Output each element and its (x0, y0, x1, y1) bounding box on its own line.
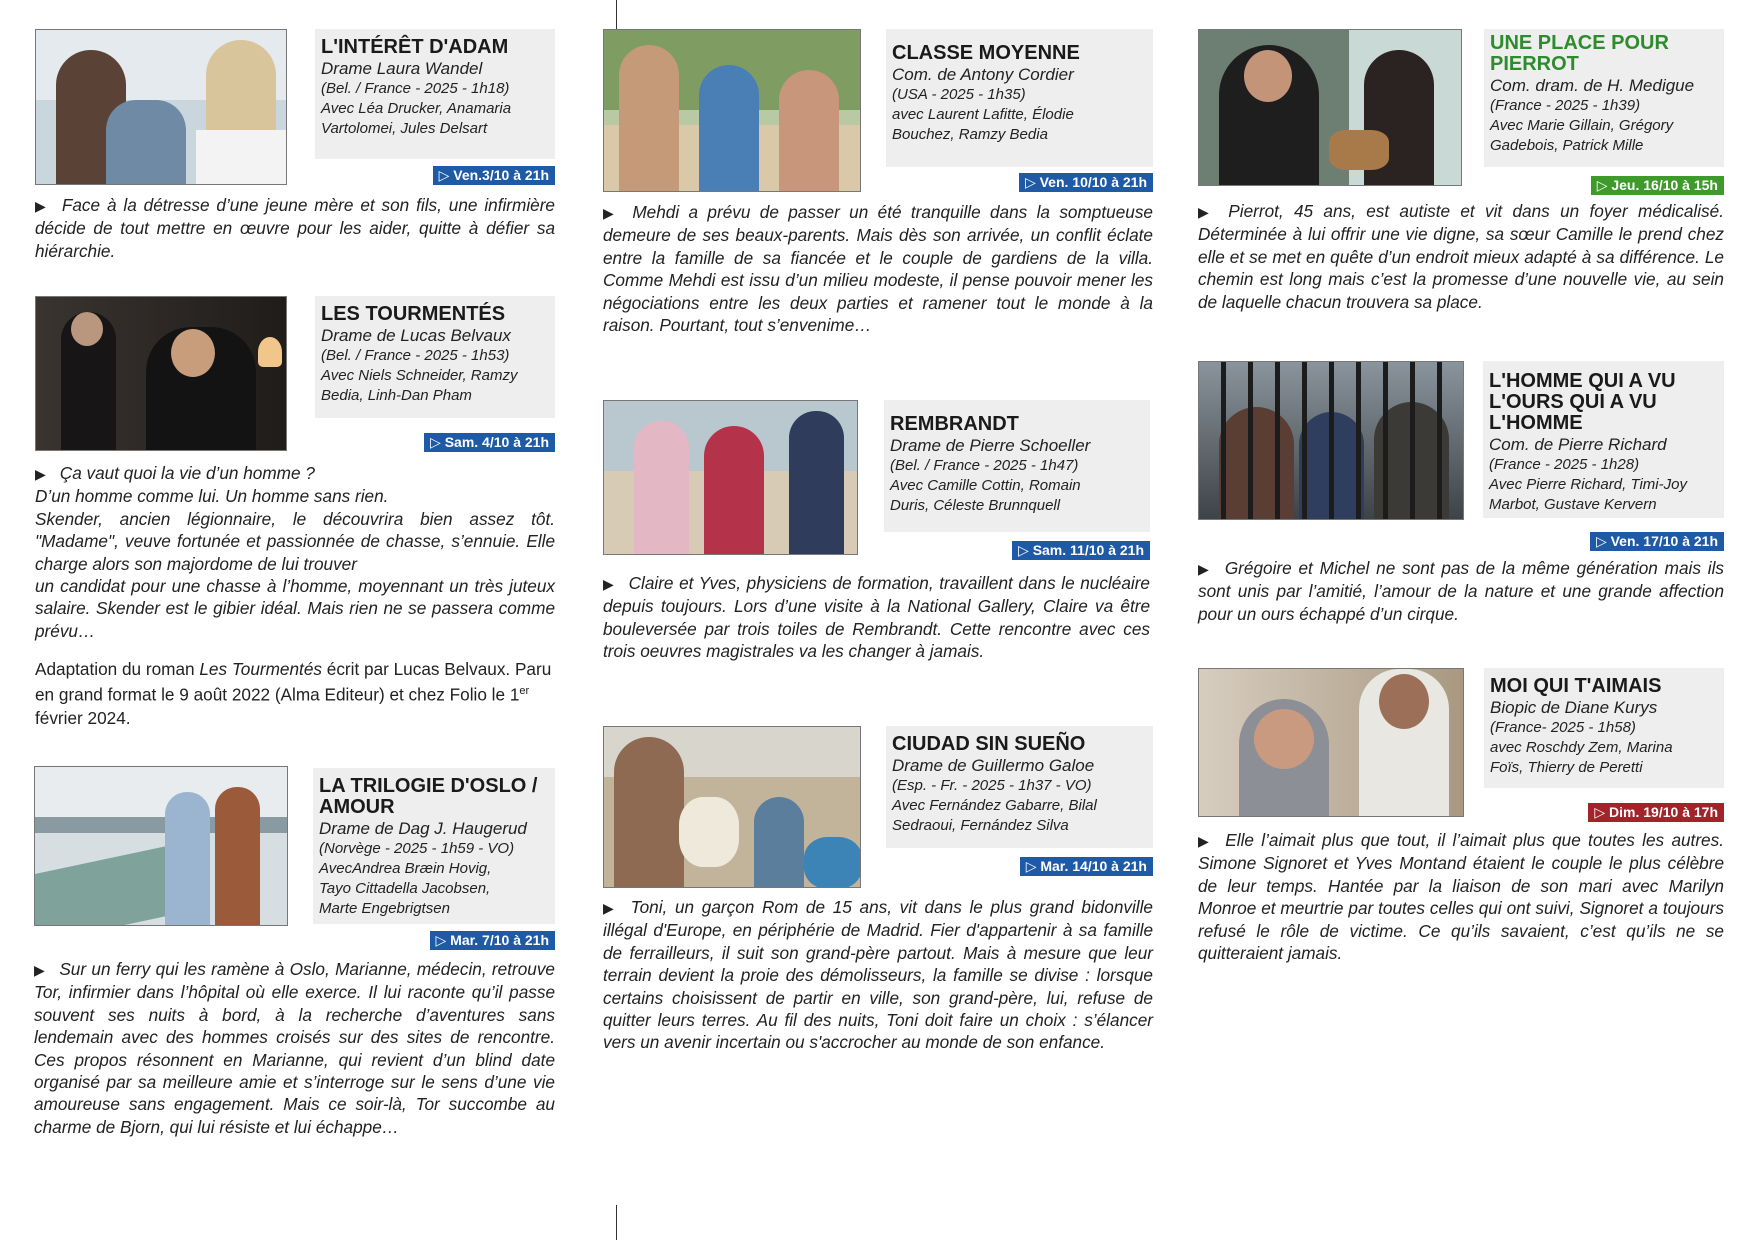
film-ciudad-sin-sueno (603, 726, 1153, 1086)
film-homme-ours (1198, 361, 1724, 631)
film-title: MOI QUI T'AIMAIS (1490, 675, 1662, 697)
screening-date-badge: ▷ Ven. 17/10 à 21h (1590, 532, 1724, 551)
film-title: UNE PLACE POUR (1490, 32, 1669, 54)
film-genre: Drame de Dag J. Haugerud (319, 819, 527, 838)
film-cast: Avec Fernández Gabarre, Bilal (892, 797, 1097, 814)
screening-date-badge: ▷ Mar. 14/10 à 21h (1020, 857, 1153, 876)
play-triangle-icon: ▶ (35, 466, 46, 482)
film-title: REMBRANDT (890, 413, 1019, 435)
film-title: L'INTÉRÊT D'ADAM (321, 36, 509, 58)
film-title: L'OURS QUI A VU (1489, 391, 1657, 413)
film-cast: Marbot, Gustave Kervern (1489, 496, 1657, 513)
film-info (1484, 29, 1724, 167)
film-photo (603, 29, 861, 192)
screening-date-badge: ▷ Mar. 7/10 à 21h (430, 931, 556, 950)
play-triangle-icon: ▶ (1198, 204, 1215, 220)
film-note: Adaptation du roman Les Tourmentés écrit par Lucas Belvaux. Paru en grand format le 9 août 2022 (Alma Editeur) et chez Folio le 1er février 2024. (35, 659, 552, 728)
film-meta: (Esp. - Fr. - 2025 - 1h37 - VO) (892, 777, 1092, 794)
film-classe-moyenne (603, 29, 1153, 339)
play-triangle-icon: ▶ (1198, 833, 1212, 849)
film-title: AMOUR (319, 796, 395, 818)
film-info (886, 29, 1153, 167)
film-genre: Biopic de Diane Kurys (1490, 698, 1658, 717)
film-genre: Com. dram. de H. Medigue (1490, 76, 1695, 95)
film-synopsis: ▶ Face à la détresse d’une jeune mère et son fils, une infirmière décide de tout mettre en œuvre pour les aider, quitte à défier sa hiérarchie. (35, 195, 555, 261)
film-cast: Bouchez, Ramzy Bedia (892, 126, 1048, 143)
film-photo (1198, 668, 1464, 817)
film-title: PIERROT (1490, 53, 1579, 75)
film-cast: Avec Léa Drucker, Anamaria (321, 100, 512, 117)
film-genre: Drame Laura Wandel (321, 59, 483, 78)
film-meta: (Norvège - 2025 - 1h59 - VO) (319, 840, 515, 857)
film-info (315, 29, 555, 159)
film-meta: (France - 2025 - 1h28) (1489, 456, 1640, 473)
film-synopsis: ▶ Grégoire et Michel ne sont pas de la même génération mais ils sont unis par l’amitié, l’amour de la nature et une grande affection pour un ours échappé d’un cirque. (1198, 558, 1724, 624)
film-info (886, 726, 1153, 848)
play-triangle-icon: ▶ (35, 198, 48, 214)
film-meta: (USA - 2025 - 1h35) (892, 86, 1026, 103)
film-cast: Sedraoui, Fernández Silva (892, 817, 1069, 834)
film-info (884, 400, 1150, 532)
film-info (315, 296, 555, 418)
film-cast: Avec Camille Cottin, Romain (890, 477, 1081, 494)
film-cast: Duris, Céleste Brunnquell (890, 497, 1061, 514)
film-synopsis: ▶ Mehdi a prévu de passer un été tranquille dans la somptueuse demeure de ses beaux-parents. Mais dès son arrivée, un conflit éclate entre la famille de sa fiancée et le couple de gardiens de la villa. Comme Mehdi est issu d’un milieu modeste, il pense pouvoir mener les négociations entre les deux parties et ramener tout le monde à la raison. Pourtant, tout s’envenime… (603, 202, 1153, 336)
film-title: CIUDAD SIN SUEÑO (892, 733, 1086, 755)
play-triangle-icon: ▶ (603, 205, 619, 221)
film-cast: Tayo Cittadella Jacobsen, (319, 880, 491, 897)
film-photo (603, 400, 858, 555)
film-synopsis: ▶ Claire et Yves, physiciens de formation, travaillent dans le nucléaire depuis toujours. Lors d’une visite à la National Gallery, Claire va être bouleversée par trois toiles de Rembrandt. Cette rencontre avec ces trois oeuvres magistrales va les changer à jamais. (603, 573, 1150, 662)
film-cast: Avec Niels Schneider, Ramzy (321, 367, 518, 384)
film-synopsis: ▶ Pierrot, 45 ans, est autiste et vit dans un foyer médicalisé. Déterminée à lui offrir une vie digne, sa sœur Camille le prend chez elle et se met en quête d’un endroit mieux adapté à sa différence. Le chemin est long mais c’est la promesse d’une nouvelle vie, au sein de laquelle chacun trouvera sa place. (1198, 201, 1724, 312)
film-photo (34, 766, 288, 926)
film-genre: Drame de Guillermo Galoe (892, 756, 1095, 775)
film-photo (1198, 29, 1462, 186)
film-info (1483, 361, 1724, 518)
film-title: L'HOMME (1489, 412, 1583, 434)
screening-date-badge: ▷ Ven. 10/10 à 21h (1019, 173, 1153, 192)
play-triangle-icon: ▶ (1198, 561, 1211, 577)
film-info (313, 768, 555, 924)
film-rembrandt (603, 400, 1153, 670)
film-title: CLASSE MOYENNE (892, 42, 1080, 64)
film-moi-qui-taimais (1198, 668, 1724, 968)
film-meta: (Bel. / France - 2025 - 1h47) (890, 457, 1079, 474)
film-photo (1198, 361, 1464, 520)
film-cast: Marte Engebrigtsen (319, 900, 450, 917)
film-title: LES TOURMENTÉS (321, 303, 506, 325)
fold-line-bottom (616, 1205, 617, 1240)
film-genre: Drame de Lucas Belvaux (321, 326, 511, 345)
film-cast: Vartolomei, Jules Delsart (321, 120, 488, 137)
film-genre: Com. de Antony Cordier (892, 65, 1074, 84)
film-cast: avec Laurent Lafitte, Élodie (892, 106, 1074, 123)
screening-date-badge: ▷ Dim. 19/10 à 17h (1588, 803, 1724, 822)
screening-date-badge: ▷ Sam. 11/10 à 21h (1012, 541, 1150, 560)
screening-date-badge: ▷ Sam. 4/10 à 21h (424, 433, 555, 452)
film-meta: (France - 2025 - 1h39) (1490, 97, 1641, 114)
film-genre: Com. de Pierre Richard (1489, 435, 1667, 454)
film-meta: (France- 2025 - 1h58) (1490, 719, 1636, 736)
film-photo (35, 29, 287, 185)
film-cast: Gadebois, Patrick Mille (1490, 137, 1644, 154)
film-info (1484, 668, 1724, 788)
film-title: L'HOMME QUI A VU (1489, 370, 1676, 392)
fold-line-top (616, 0, 617, 30)
screening-date-badge: ▷ Ven.3/10 à 21h (433, 166, 555, 185)
film-meta: (Bel. / France - 2025 - 1h18) (321, 80, 510, 97)
screening-date-badge: ▷ Jeu. 16/10 à 15h (1591, 176, 1724, 195)
film-cast: Foïs, Thierry de Peretti (1490, 759, 1643, 776)
film-synopsis: ▶ Elle l’aimait plus que tout, il l’aimait plus que toutes les autres. Simone Signoret et Yves Montand étaient le couple le plus célèbre de leur temps. Hantée par la liaison de son mari avec Marilyn Monroe et meurtrie par toutes celles qui ont suivi, Signoret a toujours refusé le rôle de victime. Ce qu’ils savaient, c’est qu’ils ne se quitteraient jamais. (1198, 830, 1724, 964)
film-photo (603, 726, 861, 888)
film-synopsis: ▶ Ça vaut quoi la vie d’un homme ? D’un homme comme lui. Un homme sans rien. Skender, ancien légionnaire, le découvrira bien assez tôt. "Madame", veuve fortunée et passionnée de chasse, s’ennuie. Elle charge alors son majordome de lui trouver un candidat pour une chasse à l’homme, moyennant un très juteux salaire. Skender est le gibier idéal. Mais rien ne se passera comme prévu… (35, 463, 555, 641)
film-meta: (Bel. / France - 2025 - 1h53) (321, 347, 510, 364)
film-genre: Drame de Pierre Schoeller (890, 436, 1091, 455)
film-cast: AvecAndrea Bræin Hovig, (319, 860, 492, 877)
film-synopsis: ▶ Toni, un garçon Rom de 15 ans, vit dans le plus grand bidonville illégal d'Europe, en périphérie de Madrid. Fier d'appartenir à sa famille de ferrailleurs, il suit son grand-père partout. Mais à mesure que leur terrain devient la proie des démolisseurs, la famille se divise : lorsque certains choisissent de partir en ville, son grand-père, lui, refuse de quitter leurs terres. Au fil des nuits, Toni doit faire un choix : s’élancer vers un avenir incertain ou s'accrocher au monde de son enfance. (603, 897, 1153, 1053)
film-les-tourmentes (35, 296, 555, 736)
film-synopsis: ▶ Sur un ferry qui les ramène à Oslo, Marianne, médecin, retrouve Tor, infirmier dans l’hôpital où elle exerce. Il lui raconte qu’il passe souvent ses nuits à bord, à la recherche d’aventures sans lendemain avec des hommes croisés sur des sites de rencontre. Ces propos résonnent en Marianne, qui revient d’un blind date organisé par sa meilleure amie et s’interroge sur le sens d’une vie amoureuse sans engagement. Mais ce soir-là, Tor succombe au charme de Bjorn, qui lui résiste et lui échappe… (34, 959, 555, 1137)
play-triangle-icon: ▶ (34, 962, 46, 978)
film-place-pour-pierrot (1198, 29, 1724, 319)
film-photo (35, 296, 287, 451)
film-cast: Bedia, Linh-Dan Pham (321, 387, 472, 404)
film-interet-adam (35, 29, 555, 269)
film-title: LA TRILOGIE D'OSLO / (319, 775, 538, 797)
film-cast: avec Roschdy Zem, Marina (1490, 739, 1673, 756)
film-cast: Avec Pierre Richard, Timi-Joy (1489, 476, 1687, 493)
play-triangle-icon: ▶ (603, 900, 617, 916)
film-trilogie-oslo (34, 766, 555, 1166)
play-triangle-icon: ▶ (603, 576, 615, 592)
film-cast: Avec Marie Gillain, Grégory (1490, 117, 1674, 134)
